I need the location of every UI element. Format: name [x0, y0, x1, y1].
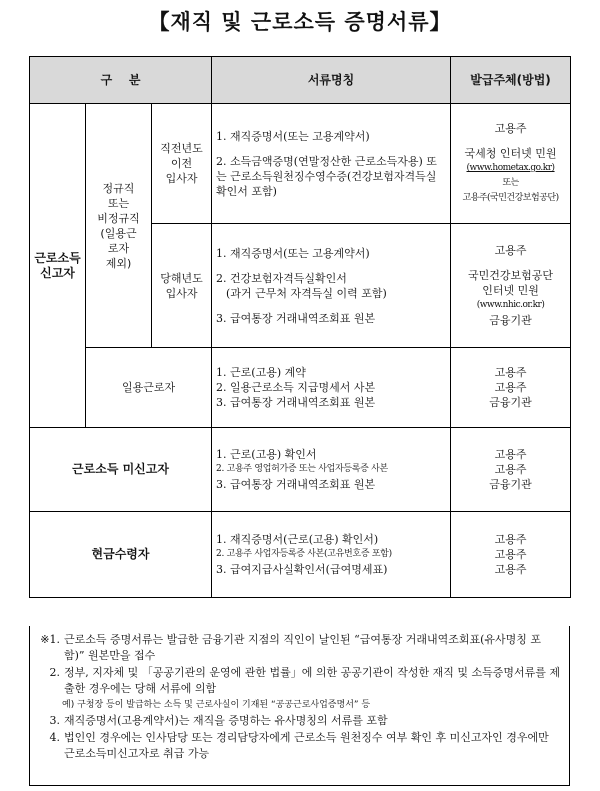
note-text: 근로소득 증명서류는 발급한 금융기관 지점의 직인이 날인된 “급여통장 거래내역조회표(유사명칭 포함)” 원본만을 접수 [64, 633, 542, 662]
note-number: 3. [49, 714, 60, 727]
doc-item: (과거 근무처 자격득실 이력 포함) [226, 286, 387, 300]
before-docs [212, 104, 451, 224]
unreported-docs [212, 428, 451, 512]
note-item [34, 665, 561, 697]
issuer-item: 금융기관 [489, 314, 532, 327]
issuer-item: 고용주 [494, 122, 527, 135]
documents-table [29, 56, 571, 598]
note-text: 재직증명서(고용계약서)는 재직을 증명하는 유사명칭의 서류를 포함 [64, 714, 388, 727]
issuer-item: 고용주 [494, 448, 527, 461]
reported-label: 근로소득 신고자 [30, 104, 86, 428]
table-row [30, 428, 571, 512]
issuer-item: 고용주 [494, 381, 527, 394]
table-row [30, 348, 571, 428]
doc-item: 3. 급여통장 거래내역조회표 원본 [216, 396, 376, 409]
regular-label: 정규직 또는 비정규직 (일용근 로자 제외) [86, 104, 152, 348]
note-item [34, 713, 561, 729]
note-text: 법인인 경우에는 인사담당 또는 경리담당자에게 근로소득 원천징수 여부 확인 후 미신고자인 경우에만 근로소득미신고자로 취급 가능 [64, 731, 549, 760]
issuer-item: 또는 [502, 178, 519, 188]
note-number: 4. [49, 731, 60, 744]
doc-item: 2. 소득금액증명(연말정산한 근로소득자용) 또는 근로소득원천징수영수증(건강보험자격득실확인서 포함) [216, 154, 437, 198]
doc-item: 1. 재직증명서(또는 고용계약서) [216, 246, 370, 260]
note-text: 정부, 지자체 및 「공공기관의 운영에 관한 법률」에 의한 공공기관이 작성한 재직 및 소득증명서류를 제출한 경우에는 당해 서류에 의함 [64, 666, 560, 695]
before-label: 직전년도 이전 입사자 [152, 104, 212, 224]
issuer-item: 고용주(국민건강보험공단) [462, 193, 559, 203]
daily-label: 일용근로자 [86, 348, 212, 428]
header-doc-name: 서류명칭 [212, 57, 451, 104]
notes-box [29, 626, 570, 786]
issuer-item: 인터넷 민원 [482, 284, 539, 297]
issuer-item: 고용주 [494, 533, 527, 546]
current-label: 당해년도 입사자 [152, 224, 212, 348]
note-example: 예) 구청장 등이 발급하는 소득 및 근로사실이 기재된 “공공근로사업증명서” 등 [62, 700, 371, 710]
doc-item: 2. 고용주 영업허가증 또는 사업자등록증 사본 [216, 464, 388, 474]
daily-issuers [451, 348, 571, 428]
note-item [34, 730, 561, 762]
issuer-item: 고용주 [494, 563, 527, 576]
issuer-item: 금융기관 [489, 396, 532, 409]
issuer-item: 금융기관 [489, 478, 532, 491]
doc-item: 3. 급여지급사실확인서(급여명세표) [216, 563, 388, 576]
table-row [30, 512, 571, 598]
cash-docs [212, 512, 451, 598]
issuer-item: 고용주 [494, 244, 527, 257]
table-row [30, 104, 571, 224]
doc-item: 1. 근로(고용) 확인서 [216, 448, 317, 461]
doc-item: 2. 일용근로소득 지급명세서 사본 [216, 381, 376, 394]
doc-item: 3. 급여통장 거래내역조회표 원본 [216, 311, 376, 325]
unreported-label: 근로소득 미신고자 [30, 428, 212, 512]
note-number: 2. [49, 666, 60, 679]
cash-label: 현금수령자 [30, 512, 212, 598]
issuer-item: 고용주 [494, 366, 527, 379]
note-item [34, 632, 561, 664]
doc-item: 2. 고용주 사업자등록증 사본(고유번호증 포함) [216, 549, 392, 559]
daily-docs [212, 348, 451, 428]
page-title: 【재직 및 근로소득 증명서류】 [148, 10, 452, 34]
current-docs [212, 224, 451, 348]
table-header-row [30, 57, 571, 104]
note-number: ※1. [40, 633, 60, 646]
doc-item: 2. 건강보험자격득실확인서 [216, 271, 347, 285]
doc-item: 1. 재직증명서(근로(고용) 확인서) [216, 533, 379, 546]
doc-item: 1. 근로(고용) 계약 [216, 366, 306, 379]
cash-issuers [451, 512, 571, 598]
nhic-link[interactable]: (www.nhic.or.kr) [476, 300, 545, 310]
doc-item: 3. 급여통장 거래내역조회표 원본 [216, 478, 376, 491]
hometax-link[interactable]: (www.hometax.go.kr) [466, 163, 555, 173]
issuer-item: 고용주 [494, 548, 527, 561]
unreported-issuers [451, 428, 571, 512]
current-issuers [451, 224, 571, 348]
issuer-item: 고용주 [494, 463, 527, 476]
doc-item: 1. 재직증명서(또는 고용계약서) [216, 129, 370, 143]
header-issuer: 발급주체(방법) [451, 57, 571, 104]
header-category: 구 분 [30, 57, 212, 104]
issuer-item: 국세청 인터넷 민원 [464, 147, 557, 160]
issuer-item: 국민건강보험공단 [468, 269, 554, 282]
before-issuers [451, 104, 571, 224]
